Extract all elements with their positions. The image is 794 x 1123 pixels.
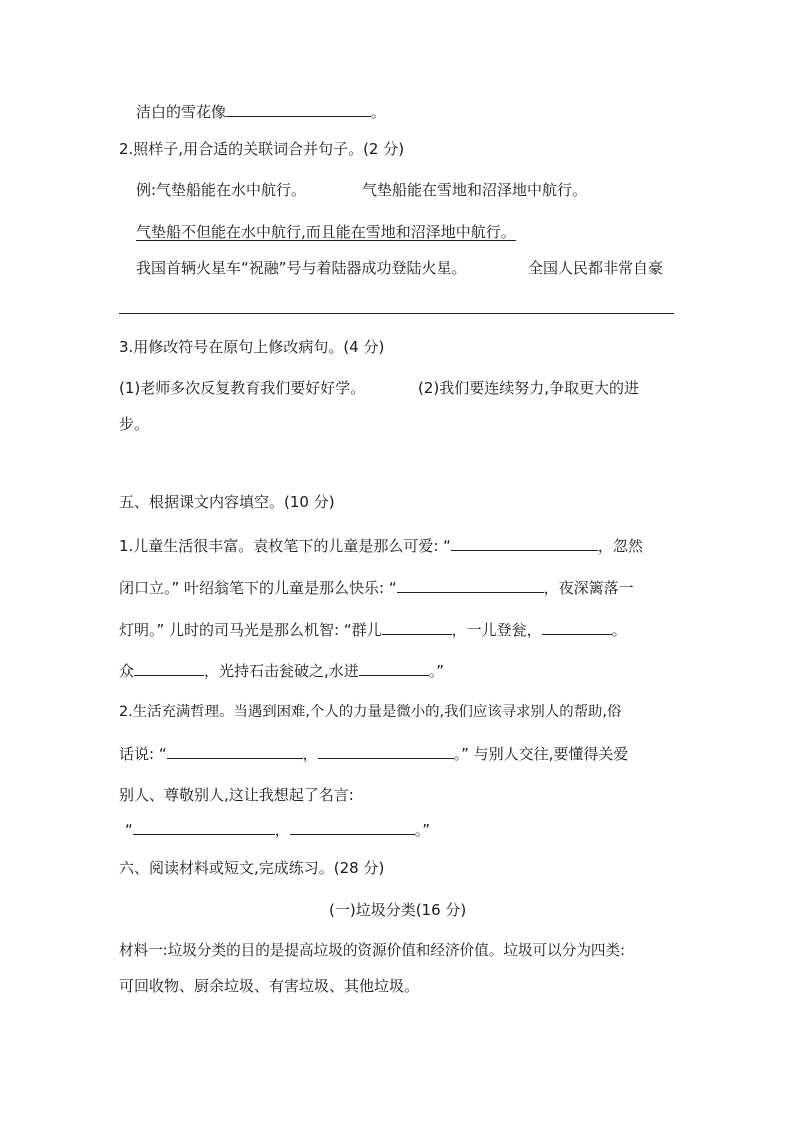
text: ，一儿登瓮， bbox=[451, 621, 542, 639]
faulty-sentence-2-cont: 步。 bbox=[119, 415, 150, 433]
text: ，光持石击瓮破之,水迸 bbox=[204, 662, 359, 680]
answer-blank[interactable] bbox=[290, 819, 415, 835]
text: ，忽然 bbox=[597, 537, 643, 555]
faulty-sentence-1: (1)老师多次反复教育我们要好好学。 bbox=[119, 379, 366, 397]
faulty-sentence-2: (2)我们要连续努力,争取更大的进 bbox=[418, 379, 640, 397]
question-4-2-title: 2.照样子,用合适的关联词合并句子。(2 分) bbox=[119, 140, 405, 158]
s5-q2-line3: 别人、尊敬别人,这让我想起了名言: bbox=[119, 786, 354, 804]
example-answer: 气垫船不但能在水中航行,而且能在雪地和沼泽地中航行。 bbox=[136, 223, 516, 241]
example-sentence-b: 气垫船能在雪地和沼泽地中航行。 bbox=[362, 181, 588, 199]
s5-q2-line2 bbox=[119, 743, 628, 764]
answer-blank[interactable] bbox=[318, 743, 454, 759]
example-sentence-a: 例:气垫船能在水中航行。 bbox=[136, 181, 307, 199]
text: 。” bbox=[428, 662, 445, 680]
s5-q1-line1 bbox=[119, 535, 643, 556]
text: 。” bbox=[414, 821, 431, 839]
text: “ bbox=[125, 821, 133, 839]
text: 1.儿童生活很丰富。袁枚笔下的儿童是那么可爱: “ bbox=[119, 537, 451, 555]
s5-q1-line3 bbox=[119, 619, 627, 640]
text: ， bbox=[274, 821, 290, 839]
text: 话说: “ bbox=[119, 745, 167, 763]
text: 。 bbox=[611, 621, 627, 639]
passage-title: (一)垃圾分类(16 分) bbox=[329, 901, 467, 919]
answer-blank[interactable] bbox=[133, 819, 275, 835]
text: 。” 与别人交往,要懂得关爱 bbox=[453, 745, 629, 763]
answer-blank[interactable] bbox=[451, 535, 598, 551]
answer-blank[interactable] bbox=[359, 660, 429, 676]
text: ，夜深篱落一 bbox=[543, 579, 634, 597]
s5-q1-line2 bbox=[119, 577, 634, 598]
section-6-title: 六、阅读材料或短文,完成练习。(28 分) bbox=[119, 859, 385, 877]
task-sentence-a: 我国首辆火星车“祝融”号与着陆器成功登陆火星。 bbox=[136, 259, 467, 277]
text: 众 bbox=[119, 662, 135, 680]
text: 闭口立。” 叶绍翁笔下的儿童是那么快乐: “ bbox=[119, 579, 397, 597]
s5-q2-line4 bbox=[125, 819, 430, 840]
answer-blank[interactable] bbox=[226, 101, 371, 117]
question-4-3-title: 3.用修改符号在原句上修改病句。(4 分) bbox=[119, 338, 385, 356]
s5-q2-line1: 2.生活充满哲理。当遇到困难,个人的力量是微小的,我们应该寻求别人的帮助,俗 bbox=[119, 704, 622, 720]
snow-simile-line bbox=[136, 101, 386, 122]
s5-q1-line4 bbox=[119, 660, 444, 681]
answer-blank[interactable] bbox=[382, 619, 452, 635]
answer-blank[interactable] bbox=[542, 619, 612, 635]
text: 灯明。” 儿时的司马光是那么机智: “群儿 bbox=[119, 621, 382, 639]
material-1-line2: 可回收物、厨余垃圾、有害垃圾、其他垃圾。 bbox=[119, 977, 420, 995]
section-5-title: 五、根据课文内容填空。(10 分) bbox=[119, 493, 335, 511]
answer-blank[interactable] bbox=[167, 743, 303, 759]
task-sentence-b: 全国人民都非常自豪 bbox=[528, 259, 664, 277]
text: ， bbox=[302, 745, 318, 763]
answer-line[interactable] bbox=[119, 313, 674, 314]
snow-simile-suffix: 。 bbox=[371, 103, 387, 121]
answer-blank[interactable] bbox=[397, 577, 544, 593]
snow-simile-prefix: 洁白的雪花像 bbox=[136, 103, 227, 121]
answer-blank[interactable] bbox=[134, 660, 204, 676]
material-1-line1: 材料一:垃圾分类的目的是提高垃圾的资源价值和经济价值。垃圾可以分为四类: bbox=[119, 942, 626, 959]
